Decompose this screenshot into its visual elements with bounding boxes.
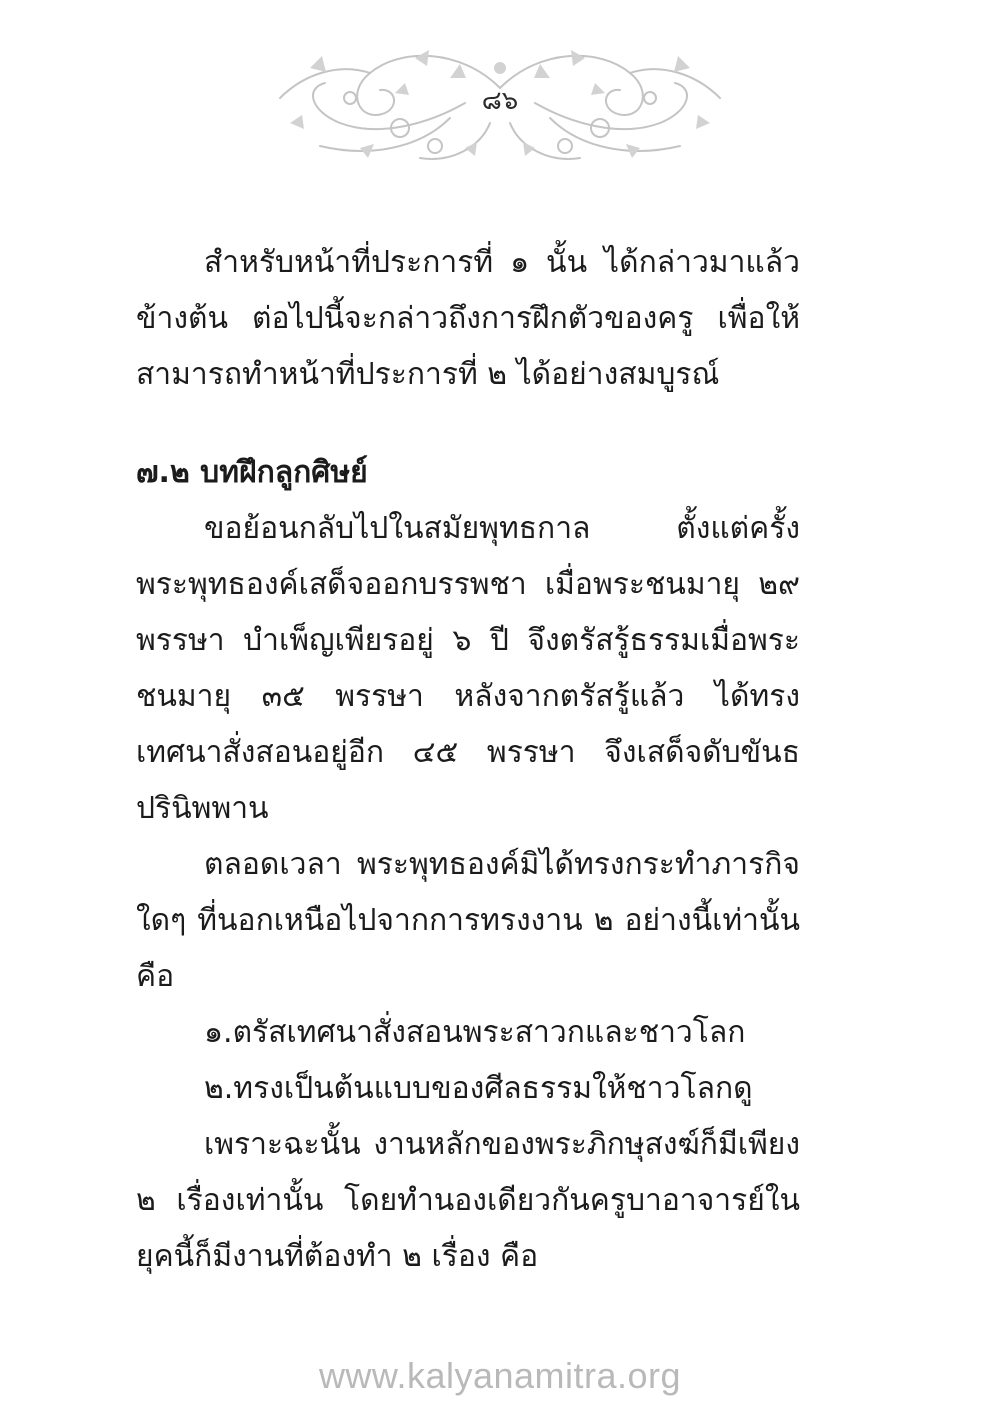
paragraph-history: ขอย้อนกลับไปในสมัยพุทธกาล ตั้งแต่ครั้งพระพุทธองค์เสด็จออกบรรพชา เมื่อพระชนมายุ ๒๙ พรรษา บำเพ็ญเพียรอยู่ ๖ ปี จึงตรัสรู้ธรรมเมื่อพระชนมายุ ๓๕ พรรษา หลังจากตรัสรู้แล้ว ได้ทรงเทศนาสั่งสอนอยู่อีก ๔๕ พรรษา จึงเสด็จดับขันธปรินิพพาน [136, 511, 800, 826]
body-text [136, 235, 800, 1285]
page-number: ๘๖ [481, 86, 519, 116]
footer-website-link[interactable]: www.kalyanamitra.org [318, 1355, 682, 1396]
section-heading: ๗.๒ บทฝึกลูกศิษย์ [136, 455, 368, 490]
list-item: ๑.ตรัสเทศนาสั่งสอนพระสาวกและชาวโลก [204, 1015, 746, 1050]
paragraph-conclusion: เพราะฉะนั้น งานหลักของพระภิกษุสงฆ์ก็มีเพียง ๒ เรื่องเท่านั้น โดยทำนองเดียวกันครูบาอาจารย์ในยุคนี้ก็มีงานที่ต้องทำ ๒ เรื่อง คือ [136, 1127, 800, 1274]
paragraph-intro: สำหรับหน้าที่ประการที่ ๑ นั้น ได้กล่าวมาแล้วข้างต้น ต่อไปนี้จะกล่าวถึงการฝึกตัวของครู เพื่อให้สามารถทำหน้าที่ประการที่ ๒ ได้อย่างสมบูรณ์ [136, 245, 800, 392]
paragraph-duties: ตลอดเวลา พระพุทธองค์มิได้ทรงกระทำภารกิจใดๆ ที่นอกเหนือไปจากการทรงงาน ๒ อย่างนี้เท่านั้น คือ [136, 847, 800, 994]
list-item: ๒.ทรงเป็นต้นแบบของศีลธรรมให้ชาวโลกดู [204, 1071, 753, 1106]
